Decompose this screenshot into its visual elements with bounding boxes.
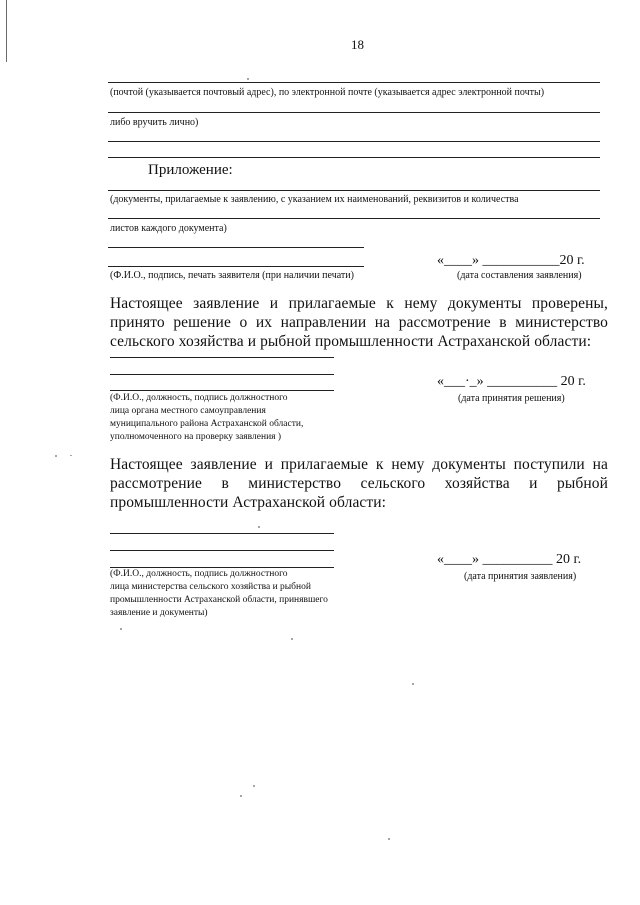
attachment-caption-2: листов каждого документа) [110, 223, 227, 234]
attachment-line-2 [108, 218, 600, 219]
date-decision-caption: (дата принятия решения) [458, 393, 565, 404]
blank-line [108, 141, 600, 142]
date-accept-caption: (дата принятия заявления) [464, 571, 577, 582]
delivery-line-2 [108, 112, 600, 113]
attachment-label: Приложение: [148, 162, 233, 178]
signature-line [110, 550, 334, 551]
mail-caption: (почтой (указывается почтовый адрес), по электронной почте (указывается адрес электронной почты) [110, 87, 545, 98]
scan-speck [55, 455, 57, 457]
official-caption-2: (Ф.И.О., должность, подпись должностного лица министерства сельского хозяйства и рыбной промышленности Астраханской области, принявшего заявление и документы) [110, 569, 328, 618]
scan-speck [253, 785, 255, 787]
verification-paragraph: Настоящее заявление и прилагаемые к нему документы проверены, принято решение о их направлении на рассмотрение в министерство сельского хозяйства и рыбной промышленности Астраханской области: [110, 295, 608, 350]
scan-speck [70, 455, 72, 456]
official-caption-1: (Ф.И.О., должность, подпись должностного лица органа местного самоуправления муниципального района Астраханской области, уполномоченного на проверку заявления ) [110, 393, 304, 442]
signature-line [110, 374, 334, 375]
date-compiled-stub: «____» ___________20 г. [437, 253, 585, 268]
attachment-line [108, 190, 600, 191]
signature-line [110, 533, 334, 534]
scan-speck [291, 638, 293, 640]
scan-speck [240, 795, 242, 797]
page-edge [6, 0, 7, 62]
delivery-line [108, 82, 600, 83]
blank-line [108, 157, 600, 158]
receipt-paragraph: Настоящее заявление и прилагаемые к нему документы поступили на рассмотрение в министерство сельского хозяйства и рыбной промышленности Астраханской области: [110, 456, 608, 511]
date-decision-stub: «___·_» __________ 20 г. [437, 374, 586, 389]
signature-line [110, 357, 334, 358]
scan-speck [120, 628, 122, 630]
scan-speck [258, 526, 260, 528]
applicant-caption: (Ф.И.О., подпись, печать заявителя (при наличии печати) [110, 270, 354, 281]
signature-line [108, 247, 364, 248]
scan-speck [412, 683, 414, 685]
attachment-caption-1: (документы, прилагаемые к заявлению, с указанием их наименований, реквизитов и количества [110, 194, 519, 205]
scan-speck [388, 838, 390, 840]
date-compiled-caption: (дата составления заявления) [457, 270, 582, 281]
scan-speck [247, 78, 249, 80]
page-number: 18 [351, 37, 364, 52]
signature-line [110, 390, 334, 391]
hand-caption: либо вручить лично) [110, 117, 199, 128]
signature-line [108, 266, 364, 267]
date-accept-stub: «____» __________ 20 г. [437, 552, 582, 567]
